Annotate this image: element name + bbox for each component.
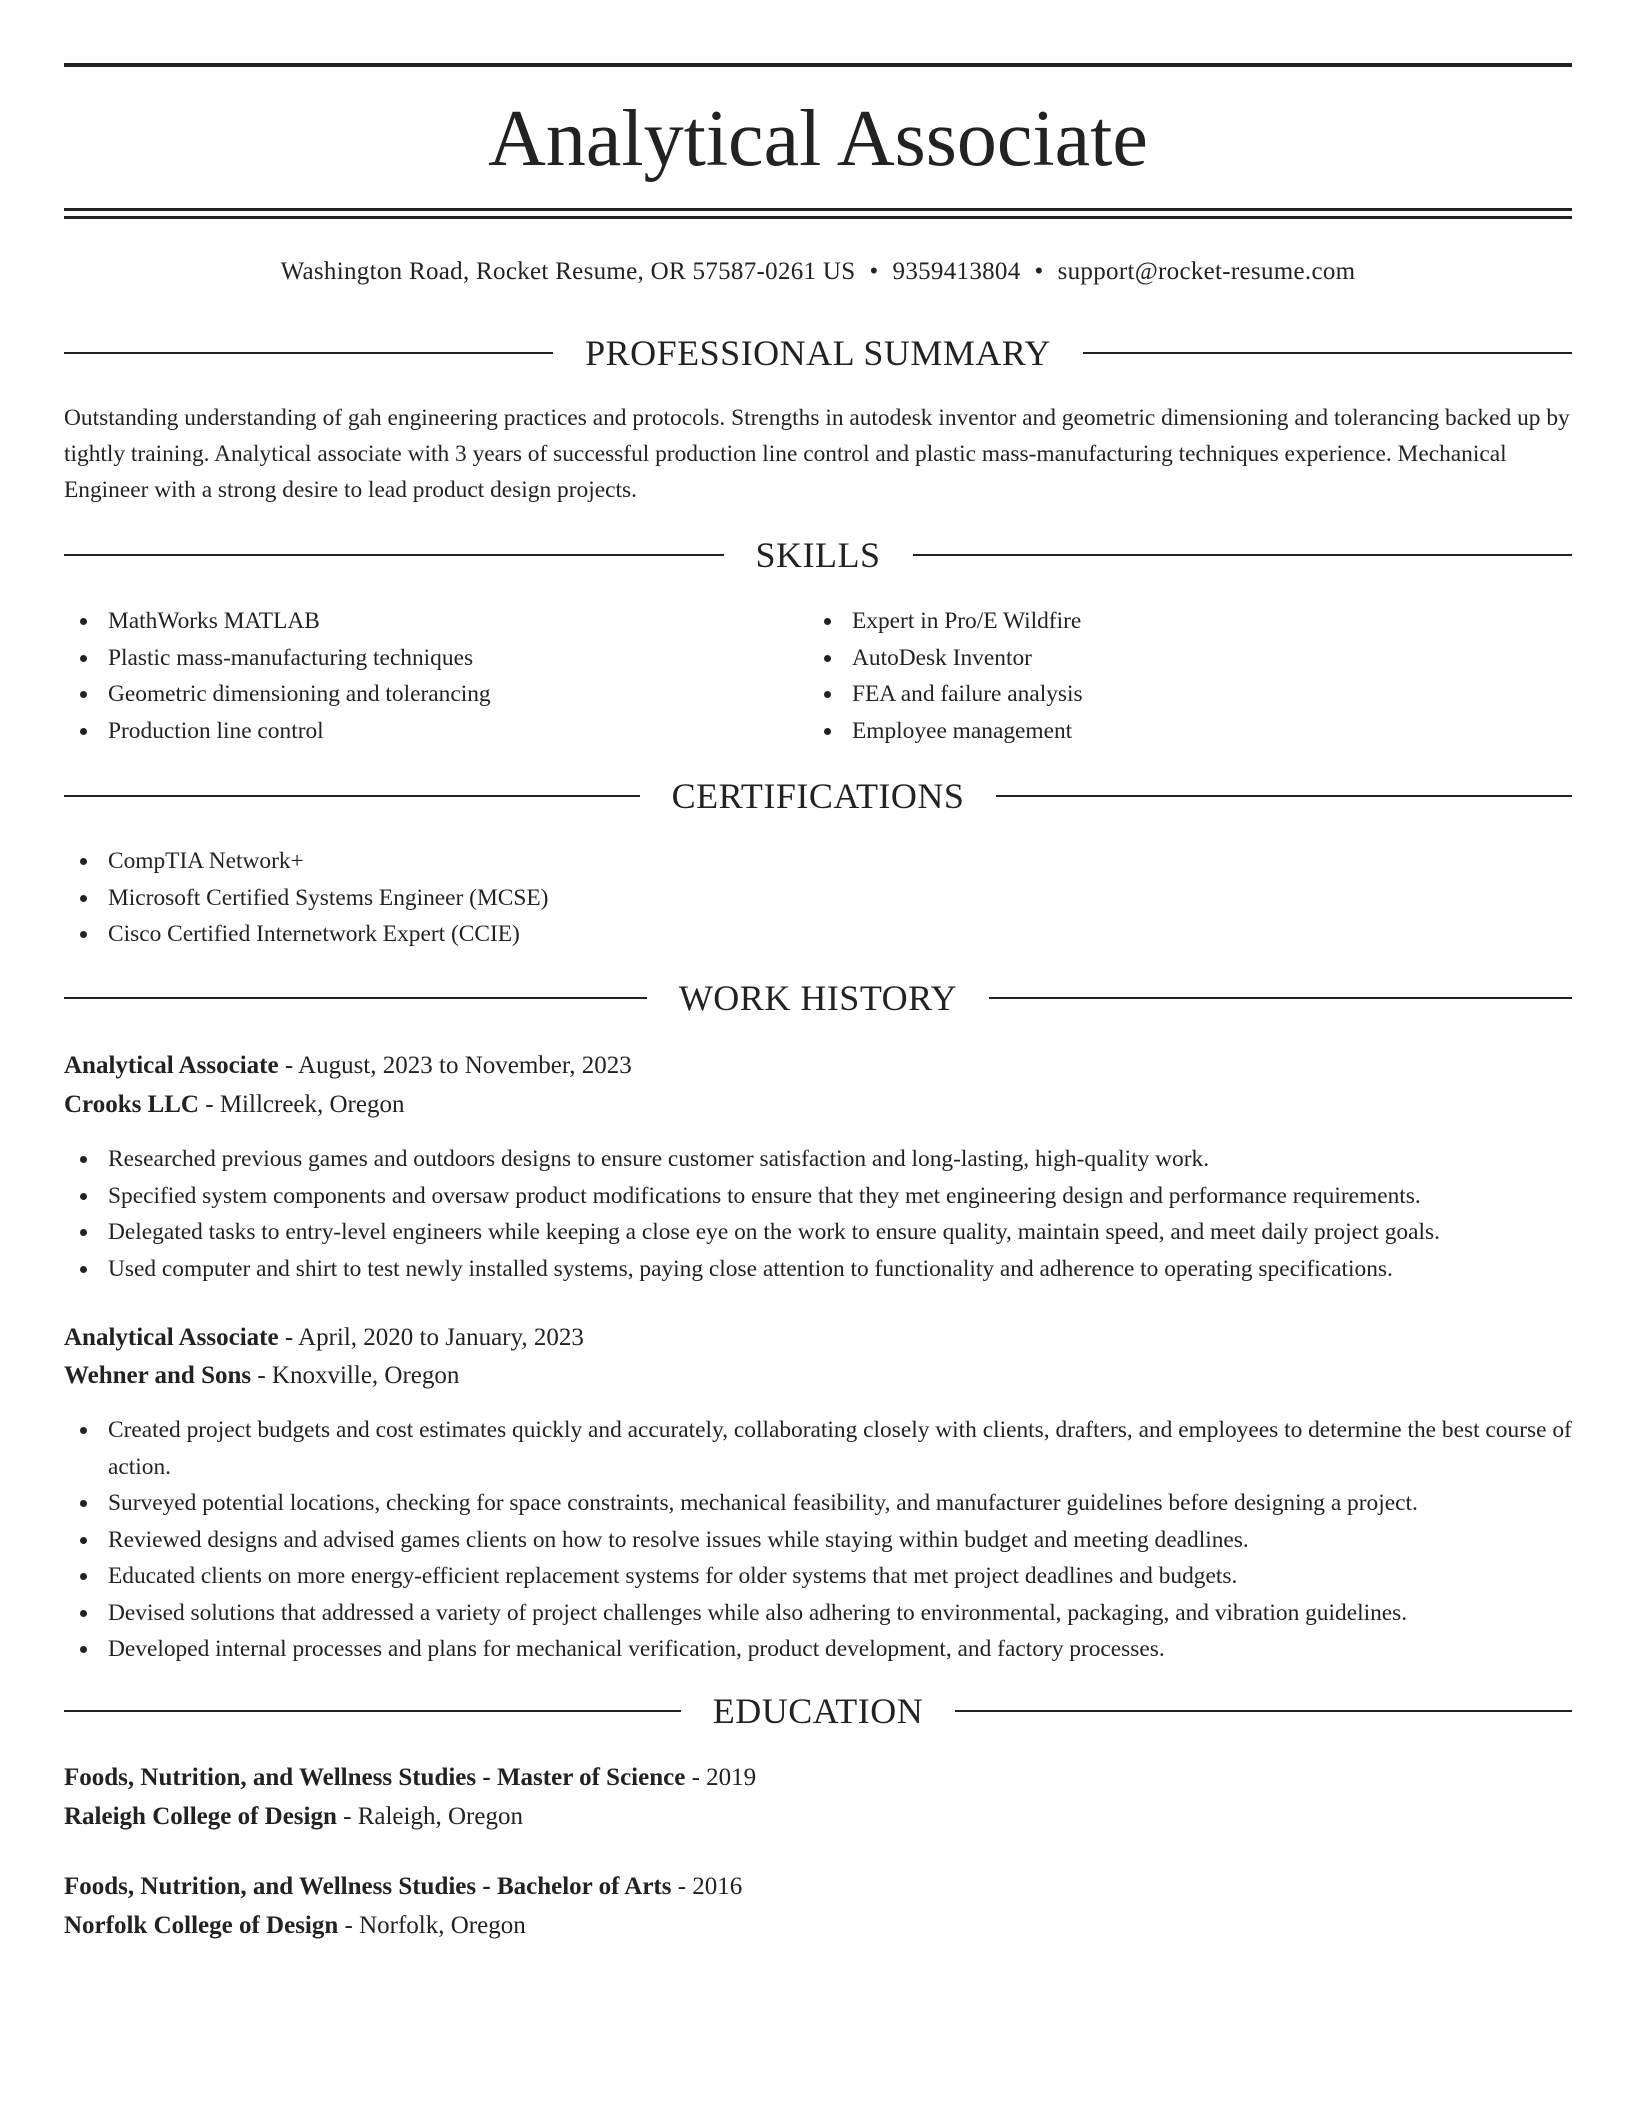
job-bullets (64, 1412, 1572, 1668)
skill-item: Production line control (64, 713, 784, 750)
section-heading-work (64, 976, 1572, 1020)
heading-rule (64, 997, 647, 999)
job-bullet: Used computer and shirt to test newly installed systems, paying close attention to functionality and adherence to operating specifications. (64, 1251, 1572, 1288)
job-dates: - April, 2020 to January, 2023 (278, 1324, 584, 1351)
heading-rule (1083, 352, 1572, 354)
skill-item: Plastic mass-manufacturing techniques (64, 640, 784, 677)
contact-phone: 9359413804 (892, 258, 1021, 285)
section-heading-skills (64, 533, 1572, 577)
skills-list-right (808, 603, 1548, 749)
resume-title: Analytical Associate (488, 95, 1148, 183)
certification-item: CompTIA Network+ (64, 843, 1572, 880)
summary-text: Outstanding understanding of gah engineering practices and protocols. Strengths in autodesk inventor and geometric dimensioning and tolerancing backed up by tightly training. Analytical associate with 3 years of successful production line control and plastic mass-manufacturing techniques experience. Mechanical Engineer with a strong desire to lead product design projects. (64, 405, 1570, 503)
job-bullet: Created project budgets and cost estimates quickly and accurately, collaborating closely with clients, drafters, and employees to determine the best course of action. (64, 1412, 1572, 1485)
job-company: Crooks LLC (64, 1091, 199, 1118)
education-degree: Foods, Nutrition, and Wellness Studies - Bachelor of Arts (64, 1873, 672, 1900)
job-title: Analytical Associate (64, 1324, 279, 1351)
heading-rule (64, 795, 640, 797)
top-rule (64, 63, 1572, 67)
job-company-line (64, 1087, 404, 1123)
heading-rule (955, 1710, 1572, 1712)
job-location: - Knoxville, Oregon (251, 1362, 460, 1389)
job-location: - Millcreek, Oregon (199, 1091, 405, 1118)
job-bullet: Surveyed potential locations, checking for space constraints, mechanical feasibility, and manufacturer guidelines before designing a project. (64, 1485, 1572, 1522)
education-school: Norfolk College of Design (64, 1912, 339, 1939)
contact-separator: • (869, 258, 879, 285)
job-bullet: Specified system components and oversaw product modifications to ensure that they met engineering design and performance requirements. (64, 1178, 1572, 1215)
contact-address: Washington Road, Rocket Resume, OR 57587-0261 US (280, 258, 856, 285)
section-title: WORK HISTORY (678, 978, 958, 1018)
job-dates: - August, 2023 to November, 2023 (278, 1052, 632, 1079)
job-bullet: Reviewed designs and advised games clients on how to resolve issues while staying within budget and meeting deadlines. (64, 1522, 1572, 1559)
job-title-line (64, 1048, 632, 1084)
job-bullet: Researched previous games and outdoors designs to ensure customer satisfaction and long-lasting, high-quality work. (64, 1141, 1572, 1178)
education-school-line (64, 1908, 526, 1944)
education-degree: Foods, Nutrition, and Wellness Studies - Master of Science (64, 1764, 686, 1791)
job-bullet: Developed internal processes and plans for mechanical verification, product development, and factory processes. (64, 1631, 1572, 1668)
education-year: - 2019 (685, 1764, 757, 1791)
heading-rule (996, 795, 1572, 797)
education-degree-line (64, 1869, 742, 1905)
certification-item: Cisco Certified Internetwork Expert (CCIE) (64, 916, 1572, 953)
contact-line (64, 254, 1572, 290)
skill-item: Geometric dimensioning and tolerancing (64, 676, 784, 713)
heading-rule (64, 352, 553, 354)
skill-item: Employee management (808, 713, 1548, 750)
double-rule-lower (64, 216, 1572, 219)
education-year: - 2016 (671, 1873, 743, 1900)
heading-rule (64, 1710, 681, 1712)
job-company-line (64, 1358, 459, 1394)
job-bullets (64, 1141, 1572, 1287)
skills-list-left (64, 603, 784, 749)
certifications-list (64, 843, 1572, 953)
skill-item: MathWorks MATLAB (64, 603, 784, 640)
section-heading-certifications (64, 774, 1572, 818)
skill-item: Expert in Pro/E Wildfire (808, 603, 1548, 640)
contact-separator: • (1034, 258, 1044, 285)
skill-item: AutoDesk Inventor (808, 640, 1548, 677)
heading-rule (989, 997, 1572, 999)
skill-item: FEA and failure analysis (808, 676, 1548, 713)
education-location: - Raleigh, Oregon (336, 1803, 523, 1830)
education-school-line (64, 1799, 523, 1835)
section-title: CERTIFICATIONS (671, 776, 965, 816)
section-title: PROFESSIONAL SUMMARY (585, 333, 1051, 373)
job-bullet: Educated clients on more energy-efficient replacement systems for older systems that met project deadlines and budgets. (64, 1558, 1572, 1595)
education-degree-line (64, 1760, 756, 1796)
job-bullet: Delegated tasks to entry-level engineers while keeping a close eye on the work to ensure quality, maintain speed, and meet daily project goals. (64, 1214, 1572, 1251)
job-company: Wehner and Sons (64, 1362, 252, 1389)
section-heading-education (64, 1689, 1572, 1733)
education-school: Raleigh College of Design (64, 1803, 337, 1830)
heading-rule (64, 554, 724, 556)
education-location: - Norfolk, Oregon (338, 1912, 526, 1939)
job-bullet: Devised solutions that addressed a variety of project challenges while also adhering to environmental, packaging, and vibration guidelines. (64, 1595, 1572, 1632)
section-title: EDUCATION (712, 1691, 924, 1731)
section-heading-summary (64, 331, 1572, 375)
contact-email: support@rocket-resume.com (1057, 258, 1356, 285)
double-rule-upper (64, 208, 1572, 211)
job-title-line (64, 1320, 584, 1356)
section-title: SKILLS (755, 535, 881, 575)
certification-item: Microsoft Certified Systems Engineer (MCSE) (64, 880, 1572, 917)
heading-rule (913, 554, 1573, 556)
job-title: Analytical Associate (64, 1052, 279, 1079)
